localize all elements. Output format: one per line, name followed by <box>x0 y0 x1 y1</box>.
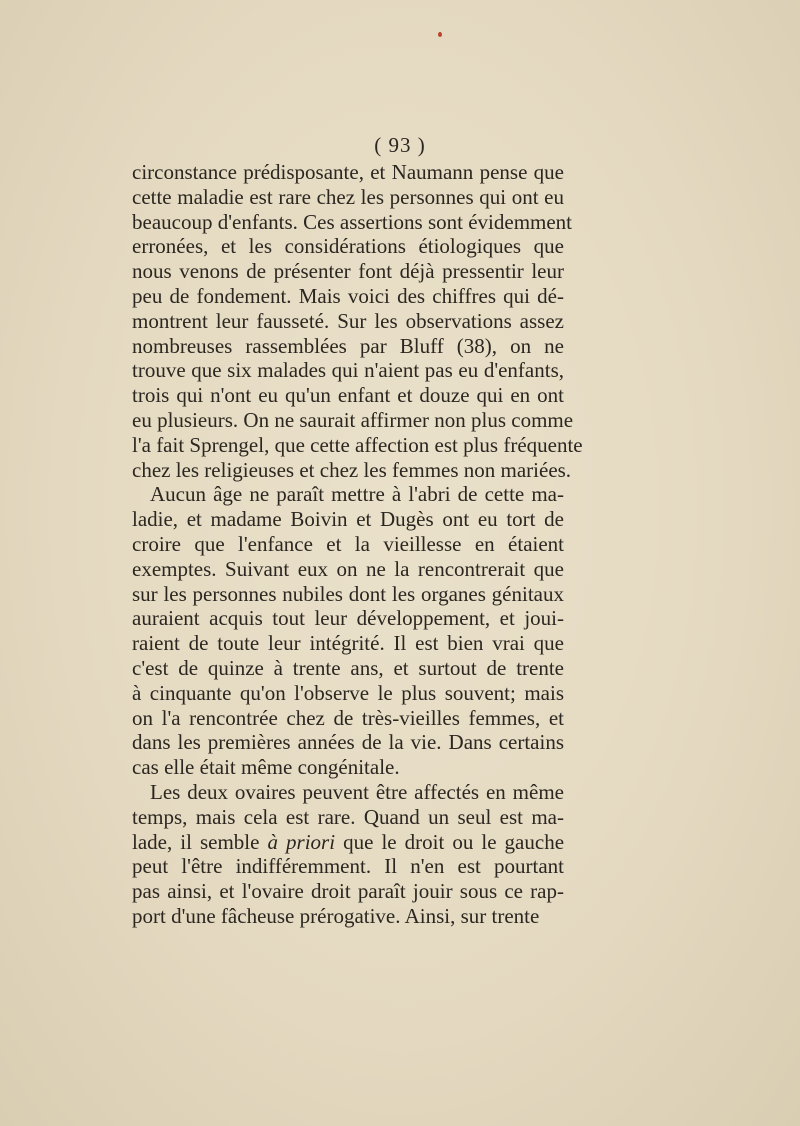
text-line: on l'a rencontrée chez de très-vieilles femmes, et <box>132 705 564 730</box>
text-line: nombreuses rassemblées par Bluff (38), on ne <box>132 333 564 358</box>
text-line: nous venons de présenter font déjà pressentir leur <box>132 259 564 284</box>
text-line: circonstance prédisposante, et Naumann pense que <box>132 160 564 184</box>
page-number: ( 93 ) <box>374 133 426 157</box>
text-line: à cinquante qu'on l'observe le plus souvent; mais <box>132 680 564 705</box>
text-line: trois qui n'ont eu qu'un enfant et douze qui en ont <box>132 383 564 408</box>
text-line: temps, mais cela est rare. Quand un seul est ma- <box>132 804 564 829</box>
text-line: chez les religieuses et chez les femmes non mariées. <box>132 457 572 482</box>
text-line: cette maladie est rare chez les personnes qui ont eu <box>132 184 564 209</box>
text-line: pas ainsi, et l'ovaire droit paraît jouir sous ce rap- <box>132 879 564 904</box>
text-line: sur les personnes nubiles dont les organes génitaux <box>132 581 564 606</box>
body-text <box>132 160 583 929</box>
text-line: ladie, et madame Boivin et Dugès ont eu tort de <box>132 507 564 532</box>
text-line: peu de fondement. Mais voici des chiffres qui dé- <box>132 283 564 308</box>
text-line: dans les premières années de la vie. Dans certains <box>132 730 564 755</box>
ink-speck <box>438 32 442 37</box>
text-line <box>132 830 564 855</box>
text-line: raient de toute leur intégrité. Il est bien vrai que <box>132 631 564 656</box>
text-line: montrent leur fausseté. Sur les observations assez <box>132 308 564 333</box>
text-line: Les deux ovaires peuvent être affectés en même <box>150 779 564 804</box>
italic-phrase: à priori <box>267 829 336 854</box>
text-line: trouve que six malades qui n'aient pas eu d'enfants, <box>132 358 564 383</box>
text-fragment: lade, il semble <box>132 829 260 854</box>
text-line: port d'une fâcheuse prérogative. Ainsi, sur trente <box>132 903 540 928</box>
text-line: auraient acquis tout leur développement, et joui- <box>132 606 564 631</box>
text-line: erronées, et les considérations étiologiques que <box>132 234 564 259</box>
text-line: peut l'être indifféremment. Il n'en est pourtant <box>132 854 564 879</box>
text-line: c'est de quinze à trente ans, et surtout de trente <box>132 655 564 680</box>
text-line: croire que l'enfance et la vieillesse en étaient <box>132 531 564 556</box>
text-line: l'a fait Sprengel, que cette affection est plus fréquente <box>132 432 583 457</box>
text-line: Aucun âge ne paraît mettre à l'abri de cette ma- <box>150 482 564 507</box>
text-fragment: que le droit ou le gauche <box>343 829 565 854</box>
text-line: eu plusieurs. On ne saurait affirmer non plus comme <box>132 407 574 432</box>
text-line: cas elle était même congénitale. <box>132 755 400 780</box>
text-line: exemptes. Suivant eux on ne la rencontrerait que <box>132 556 564 581</box>
text-line: beaucoup d'enfants. Ces assertions sont évidemment <box>132 209 573 234</box>
